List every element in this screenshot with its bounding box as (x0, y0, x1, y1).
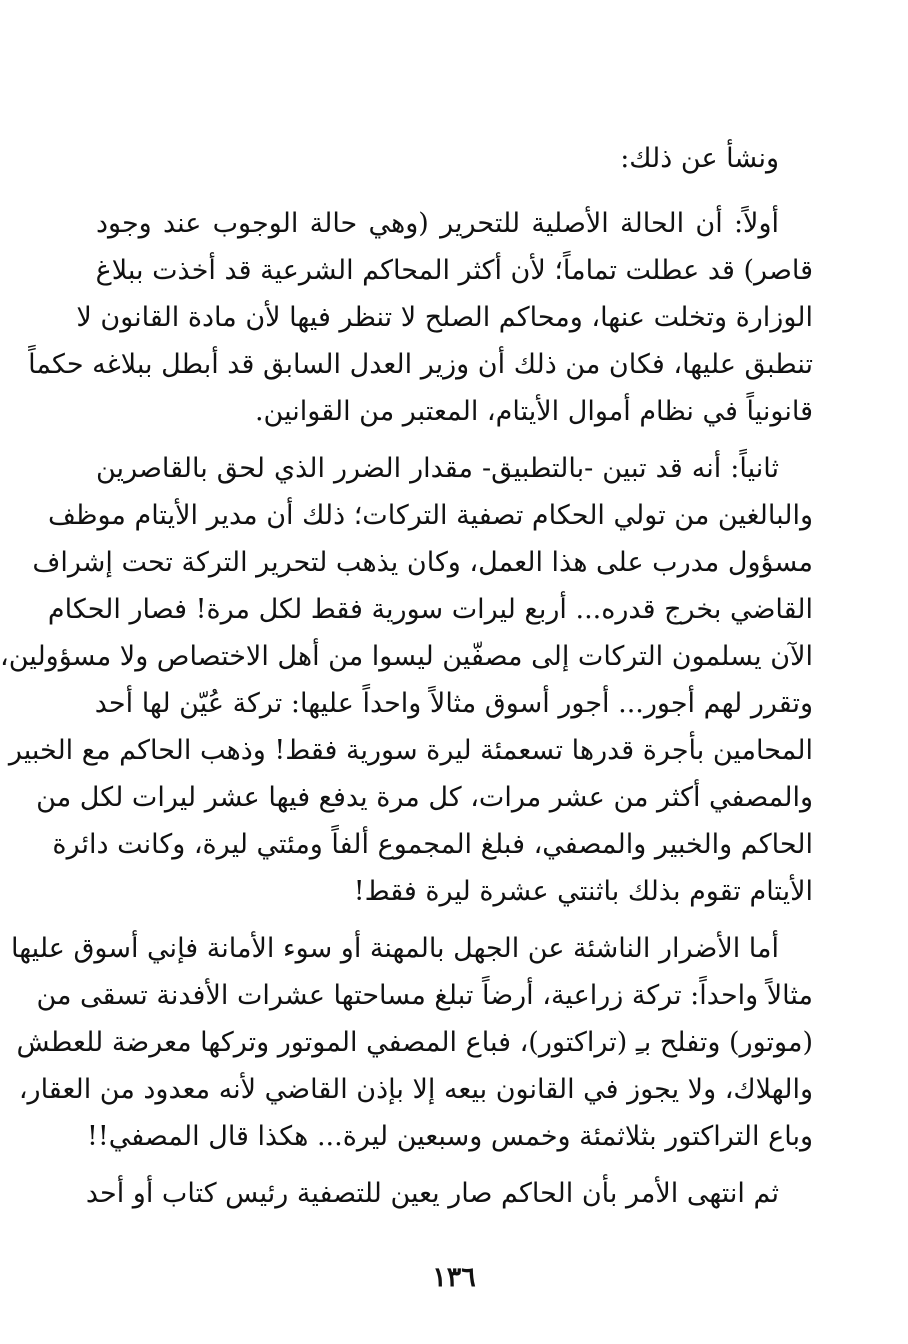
text-line: ثانياً: أنه قد تبين -بالتطبيق- مقدار الضرر الذي لحق بالقاصرين (96, 453, 779, 484)
text-line: والبالغين من تولي الحكام تصفية التركات؛ ذلك أن مدير الأيتام موظف (48, 500, 813, 531)
text-line: الآن يسلمون التركات إلى مصفّين ليسوا من أهل الاختصاص ولا مسؤولين، (0, 641, 813, 672)
text-line: أما الأضرار الناشئة عن الجهل بالمهنة أو سوء الأمانة فإني أسوق عليها (11, 933, 779, 964)
paragraph-fourth (85, 1170, 813, 1217)
text-line: مثالاً واحداً: تركة زراعية، أرضاً تبلغ مساحتها عشرات الأفدنة تسقى من (36, 980, 813, 1011)
text-line: الوزارة وتخلت عنها، ومحاكم الصلح لا تنظر فيها لأن مادة القانون لا (76, 302, 813, 333)
text-line: الأيتام تقوم بذلك باثنتي عشرة ليرة فقط! (353, 876, 813, 907)
paragraph-second (0, 445, 813, 915)
text-line: وباع التراكتور بثلاثمئة وخمس وسبعين ليرة... هكذا قال المصفي!! (87, 1121, 813, 1152)
text-line: والمصفي أكثر من عشر مرات، كل مرة يدفع فيها عشر ليرات لكل من (36, 782, 813, 813)
page-number: ١٣٦ (432, 1262, 476, 1293)
text-line: أولاً: أن الحالة الأصلية للتحرير (وهي حالة الوجوب عند وجود (96, 208, 779, 239)
intro-line (62, 135, 813, 182)
text-line: تنطبق عليها، فكان من ذلك أن وزير العدل السابق قد أبطل ببلاغه حكماً (28, 349, 813, 380)
text-line: القاضي بخرج قدره... أربع ليرات سورية فقط لكل مرة! فصار الحكام (47, 594, 813, 625)
paragraph-first (28, 200, 813, 435)
text-line: والهلاك، ولا يجوز في القانون بيعه إلا بإذن القاضي لأنه معدود من العقار، (18, 1074, 813, 1105)
text-line: ونشأ عن ذلك: (620, 143, 779, 174)
text-line: (موتور) وتفلح بـِ (تراكتور)، فباع المصفي الموتور وتركها معرضة للعطش (16, 1027, 813, 1058)
text-line: قاصر) قد عطلت تماماً؛ لأن أكثر المحاكم الشرعية قد أخذت ببلاغ (95, 255, 813, 286)
text-line: الحاكم والخبير والمصفي، فبلغ المجموع ألفاً ومئتي ليرة، وكانت دائرة (52, 829, 813, 860)
text-line: قانونياً في نظام أموال الأيتام، المعتبر من القوانين. (254, 396, 813, 427)
paragraph-third (11, 925, 813, 1160)
text-line: مسؤول مدرب على هذا العمل، وكان يذهب لتحرير التركة تحت إشراف (32, 547, 813, 578)
text-line: ثم انتهى الأمر بأن الحاكم صار يعين للتصفية رئيس كتاب أو أحد (85, 1178, 779, 1209)
text-line: وتقرر لهم أجور... أجور أسوق مثالاً واحداً عليها: تركة عُيّن لها أحد (94, 688, 813, 719)
text-line: المحامين بأجرة قدرها تسعمئة ليرة سورية فقط! وذهب الحاكم مع الخبير (8, 735, 813, 766)
document-page (0, 130, 813, 1310)
